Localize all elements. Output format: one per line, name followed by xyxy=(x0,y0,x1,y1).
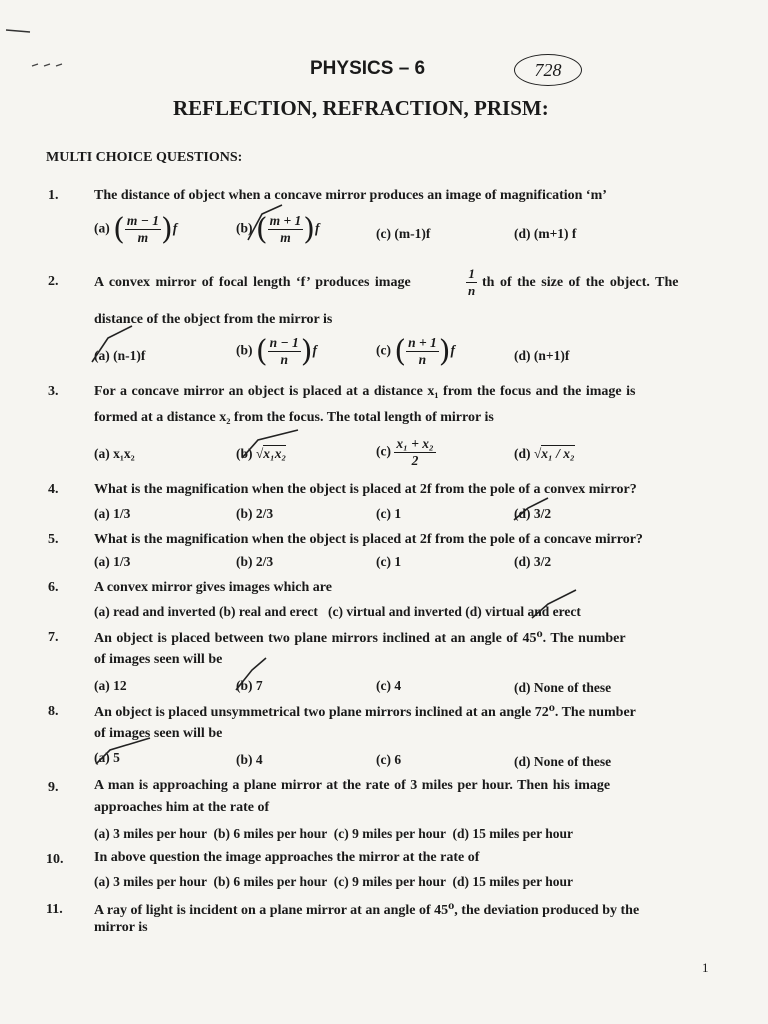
question-number: 5. xyxy=(48,532,59,547)
options-line: (a) 3 miles per hour (b) 6 miles per hour (c) 9 miles per hour (d) 15 miles per hour xyxy=(94,826,573,841)
question-text: For a concave mirror an object is placed at a distance x₁ from the focus and the image is xyxy=(94,384,636,399)
question-text: What is the magnification when the object is placed at 2f from the pole of a concave mirror? xyxy=(94,532,643,547)
option-a: (a) 1/3 xyxy=(94,506,131,521)
answer-tick-q8 xyxy=(96,738,150,764)
question-number: 10. xyxy=(46,852,64,867)
page-number: 1 xyxy=(702,960,709,975)
question-text: In above question the image approaches the mirror at the rate of xyxy=(94,850,480,865)
answer-tick-q4 xyxy=(514,498,548,520)
options-line: (a) 3 miles per hour (b) 6 miles per hour (c) 9 miles per hour (d) 15 miles per hour xyxy=(94,874,573,889)
option-c: (c) 6 xyxy=(376,752,402,767)
question-text: A convex mirror of focal length ‘f’ produces image xyxy=(94,275,411,290)
option-c: (c) (m-1)f xyxy=(376,226,431,241)
option-c: (c) 1 xyxy=(376,554,402,569)
scribble-mark xyxy=(32,64,62,66)
option-c: (c) $\frac{\text{x₁ + x₂}}{2}$ xyxy=(376,436,434,468)
question-text-line2: of images seen will be xyxy=(94,652,223,667)
option-b: (b) 7 xyxy=(236,678,263,693)
question-text: The distance of object when a concave mirror produces an image of magnification ‘m’ xyxy=(94,188,607,203)
option-b: (b) 2/3 xyxy=(236,554,274,569)
option-b: (b) ( $\frac{m + 1}{m}$ )f xyxy=(236,212,320,247)
question-number: 9. xyxy=(48,780,59,795)
subject-heading: PHYSICS – 6 xyxy=(310,58,426,79)
question-text-line2: distance of the object from the mirror is xyxy=(94,312,333,327)
answer-tick-q6 xyxy=(532,590,576,618)
option-c: (c) 1 xyxy=(376,506,402,521)
option-d: (d) None of these xyxy=(514,754,612,769)
answer-tick-q1 xyxy=(248,205,282,240)
answer-tick-q3 xyxy=(242,430,298,458)
option-c: (c) ( $\frac{n + 1}{n}$ )f xyxy=(376,334,455,369)
question-number: 7. xyxy=(48,630,59,645)
option-d: (d) (n+1)f xyxy=(514,348,570,363)
question-text: What is the magnification when the object is placed at 2f from the pole of a convex mirror? xyxy=(94,482,637,497)
question-number: 6. xyxy=(48,580,59,595)
question-text: A convex mirror gives images which are xyxy=(94,580,332,595)
question-number: 2. xyxy=(48,274,59,289)
question-text-line2: mirror is xyxy=(94,920,148,935)
question-text-continued: th of the size of the object. The xyxy=(482,275,679,290)
option-b: (b) 4 xyxy=(236,752,263,767)
question-number: 8. xyxy=(48,704,59,719)
option-d: (d) (m+1) f xyxy=(514,226,577,241)
question-text-line2: formed at a distance x₂ from the focus. The total length of mirror is xyxy=(94,410,494,425)
question-text: An object is placed unsymmetrical two plane mirrors inclined at an angle 72⁰. The number xyxy=(94,705,636,720)
question-text: A ray of light is incident on a plane mirror at an angle of 45⁰, the deviation produced by the xyxy=(94,903,640,918)
question-text: A man is approaching a plane mirror at the rate of 3 miles per hour. Then his image xyxy=(94,778,611,793)
option-b: (b) √x₁x₂ xyxy=(236,446,287,461)
option-a: (a) (n-1)f xyxy=(94,348,146,363)
question-fraction: $\frac{1}{n}$ xyxy=(468,266,476,298)
answer-tick-q7 xyxy=(236,658,266,690)
options-line: (a) read and inverted (b) real and erect (c) virtual and inverted (d) virtual and erect xyxy=(94,604,581,619)
option-a: (a) 12 xyxy=(94,678,127,693)
question-text-line2: of images seen will be xyxy=(94,726,223,741)
option-d: (d) √x₁ / x₂ xyxy=(514,446,575,461)
option-a: (a) 5 xyxy=(94,750,120,765)
section-heading: MULTI CHOICE QUESTIONS: xyxy=(46,150,243,165)
option-c: (c) 4 xyxy=(376,678,402,693)
option-d: (d) 3/2 xyxy=(514,554,552,569)
option-d: (d) 3/2 xyxy=(514,506,552,521)
question-text-line2: approaches him at the rate of xyxy=(94,800,270,815)
page-code: 728 xyxy=(534,60,562,80)
question-number: 11. xyxy=(46,902,63,917)
question-number: 4. xyxy=(48,482,59,497)
option-a: (a) x₁x₂ xyxy=(94,446,135,461)
question-number: 3. xyxy=(48,384,59,399)
chapter-title: REFLECTION, REFRACTION, PRISM: xyxy=(173,96,549,120)
option-a: (a) 1/3 xyxy=(94,554,131,569)
option-b: (b) ( $\frac{n - 1}{n}$ )f xyxy=(236,334,318,369)
option-b: (b) 2/3 xyxy=(236,506,274,521)
answer-tick-q2 xyxy=(92,326,132,362)
question-text: An object is placed between two plane mirrors inclined at an angle of 45⁰. The number xyxy=(94,631,626,646)
option-a: (a) ( $\frac{m - 1}{m}$ )f xyxy=(94,212,178,247)
question-number: 1. xyxy=(48,188,59,203)
scribble-mark xyxy=(6,30,30,32)
option-d: (d) None of these xyxy=(514,680,612,695)
